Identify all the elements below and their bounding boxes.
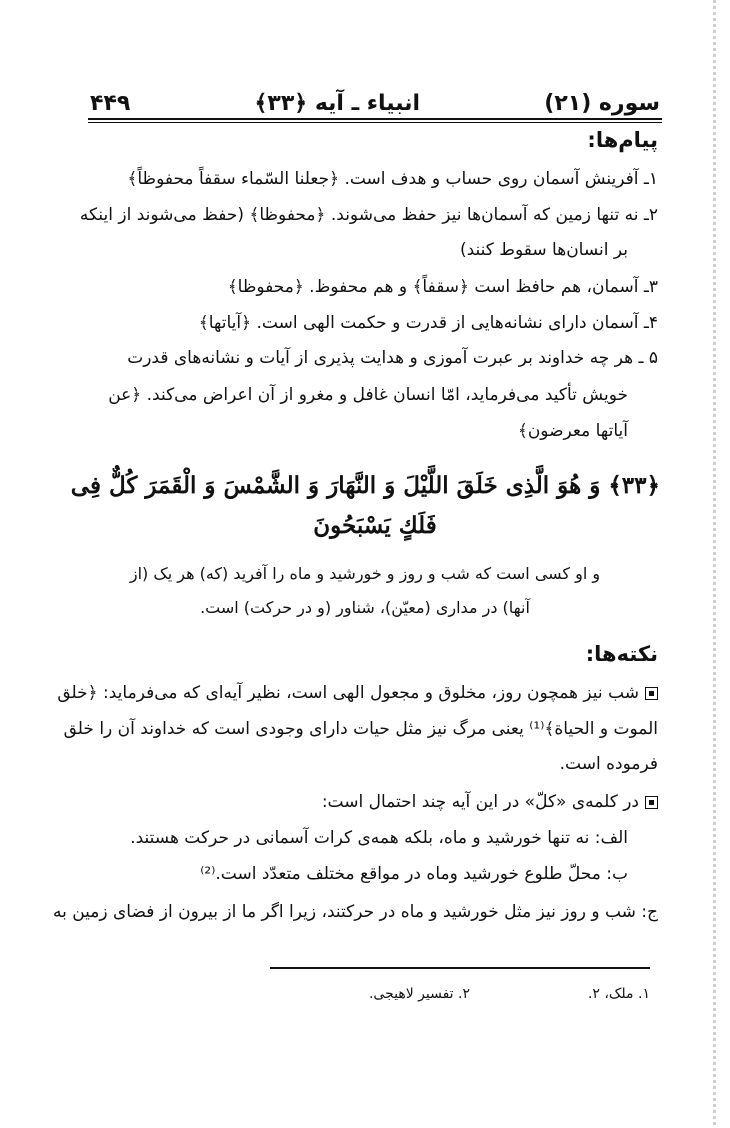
page-header: [90, 80, 660, 116]
notes-heading: نکته‌ها:: [585, 642, 658, 666]
note-line: فرموده است.: [559, 754, 658, 774]
square-bullet-icon: [645, 687, 658, 700]
message-line: ۱ـ آفرینش آسمان روی حساب و هدف است. ﴿جعلنا السّماء سقفاً محفوظاً﴾: [127, 169, 658, 189]
note-item: [80, 792, 658, 812]
note-sub-be: ب: محلّ طلوع خورشید وماه در مواقع مختلف متعدّد است.⁽²⁾: [200, 864, 628, 884]
note-sub-alef: الف: نه تنها خورشید و ماه، بلکه همه‌ی کرات آسمانی در حرکت هستند.: [130, 828, 628, 848]
header-divider: [88, 118, 662, 123]
verse-line-2: فَلَكٍ یَسْبَحُونَ: [313, 512, 437, 539]
note-text: در کلمه‌ی «کلّ» در این آیه چند احتمال است:: [321, 792, 639, 812]
verse-line-1: ﴿۳۳﴾ وَ هُوَ الَّذِی خَلَقَ اللَّیْلَ وَ النَّهَارَ وَ الشَّمْسَ وَ الْقَمَرَ كُلٌّ فِی: [70, 472, 660, 499]
messages-heading: پیام‌ها:: [587, 128, 658, 152]
note-line: الموت و الحیاة﴾⁽¹⁾ یعنی مرگ نیز مثل حیات دارای وجودی است که خداوند آن را خلق: [63, 719, 658, 739]
header-title: انبیاء ـ آیه ﴿۳۳﴾: [254, 91, 421, 116]
page-edge: [713, 0, 716, 1128]
page-number: ۴۴۹: [90, 91, 131, 116]
footnote-2: ۲. تفسیر لاهیجی.: [368, 986, 470, 1002]
footnote-1: ۱. ملک، ۲.: [587, 986, 650, 1002]
square-bullet-icon: [645, 796, 658, 809]
message-line: آیاتها معرضون﴾: [517, 421, 628, 441]
message-line: بر انسان‌ها سقوط کنند): [459, 240, 628, 260]
message-line: ۲ـ نه تنها زمین که آسمان‌ها نیز حفظ می‌شوند. ﴿محفوظا﴾ (حفظ می‌شوند از اینکه: [79, 205, 658, 225]
note-item: [57, 682, 658, 703]
translation-line-1: و او کسی است که شب و روز و خورشید و ماه را آفرید (که) هر یک (از: [129, 564, 601, 583]
message-line: ۳ـ آسمان، هم حافظ است ﴿سقفاً﴾ و هم محفوظ. ﴿محفوظا﴾: [227, 277, 658, 297]
note-sub-jim: ج: شب و روز نیز مثل خورشید و ماه در حرکتند، زیرا اگر ما از بیرون از فضای زمین به: [52, 902, 658, 922]
footnote-divider: [270, 967, 650, 969]
translation-line-2: آنها) در مداری (معیّن)، شناور (و در حرکت) است.: [200, 598, 530, 617]
message-line: ۴ـ آسمان دارای نشانه‌هایی از قدرت و حکمت الهی است. ﴿آیاتها﴾: [198, 313, 658, 333]
surah-label: سوره (۲۱): [544, 91, 660, 116]
message-line: خویش تأکید می‌فرماید، امّا انسان غافل و مغرو از آن اعراض می‌کند. ﴿عن: [108, 385, 628, 405]
note-text: شب نیز همچون روز، مخلوق و مجعول الهی است، نظیر آیه‌ای که می‌فرماید: ﴿خلق: [57, 683, 639, 703]
message-line: ۵ ـ هر چه خداوند بر عبرت آموزی و هدایت پذیری از آیات و نشانه‌های قدرت: [127, 348, 658, 368]
